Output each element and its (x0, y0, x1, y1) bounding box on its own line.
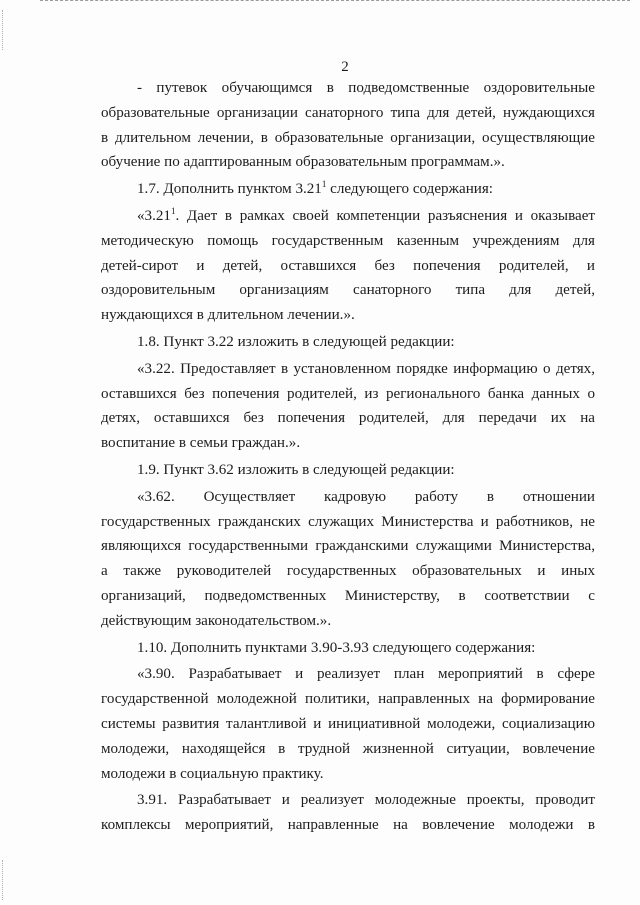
text-line: молодежи, находящейся в трудной жизненной ситуации, вовлечение (101, 740, 595, 757)
text-line: системы развития талантливой и инициативной молодежи, социализацию (101, 715, 595, 732)
text-line: оставшихся без попечения родителей, из регионального банка данных о (101, 385, 595, 402)
text-line: являющихся государственными гражданскими служащими Министерства, (101, 538, 595, 555)
text-line: 1.7. Дополнить пунктом 3.21$^1$ следующего содержания: (137, 179, 493, 198)
text-line: оздоровительным организациям санаторного типа для детей, (101, 282, 595, 299)
text-line: 1.8. Пункт 3.22 изложить в следующей редакции: (137, 333, 455, 350)
text-line: «3.22. Предоставляет в установленном порядке информацию о детях, (137, 360, 595, 377)
text-line: «3.62. Осуществляет кадровую работу в отношении (137, 488, 595, 505)
text-line: 3.91. Разрабатывает и реализует молодежные проекты, проводит (137, 792, 595, 809)
scan-top-border (40, 0, 630, 1)
text-line: воспитание в семьи граждан.». (101, 435, 301, 452)
scan-edge-mark (2, 860, 3, 900)
text-line: молодежи в социальную практику. (101, 765, 324, 782)
text-line: обучение по адаптированным образовательным программам.». (101, 154, 505, 171)
text-line: государственной молодежной политики, направленных на формирование (101, 691, 595, 708)
text-line: действующим законодательством.». (101, 612, 332, 629)
text-line: комплексы мероприятий, направленные на вовлечение молодежи в (101, 817, 595, 834)
text-line: а также руководителей государственных образовательных и иных (101, 563, 595, 580)
text-line: государственных гражданских служащих Министерства и работников, не (101, 513, 595, 530)
document-body (101, 76, 595, 838)
text-line: 1.9. Пункт 3.62 изложить в следующей редакции: (137, 461, 455, 478)
text-line: - путевок обучающимся в подведомственные оздоровительные (137, 80, 595, 96)
text-line: организаций, подведомственных Министерству, в соответствии с (101, 587, 595, 604)
text-line: образовательные организации санаторного типа для детей, нуждающихся (101, 104, 595, 121)
text-line: методическую помощь государственным казенным учреждениям для (101, 232, 595, 249)
text-line: в длительном лечении, в образовательные организации, осуществляющие (101, 129, 595, 146)
text-line: «3.21$^1$. Дает в рамках своей компетенции разъяснения и оказывает (137, 205, 595, 224)
scan-edge-mark (2, 10, 3, 50)
text-line: «3.90. Разрабатывает и реализует план мероприятий в сфере (137, 666, 595, 683)
text-line: 1.10. Дополнить пунктами 3.90-3.93 следующего содержания: (137, 639, 536, 656)
text-line: детей-сирот и детей, оставшихся без попечения родителей, и (101, 257, 595, 274)
text-line: детях, оставшихся без попечения родителей, для передачи их на (101, 410, 595, 427)
text-line: нуждающихся в длительном лечении.». (101, 307, 355, 324)
page-number: 2 (341, 59, 349, 75)
